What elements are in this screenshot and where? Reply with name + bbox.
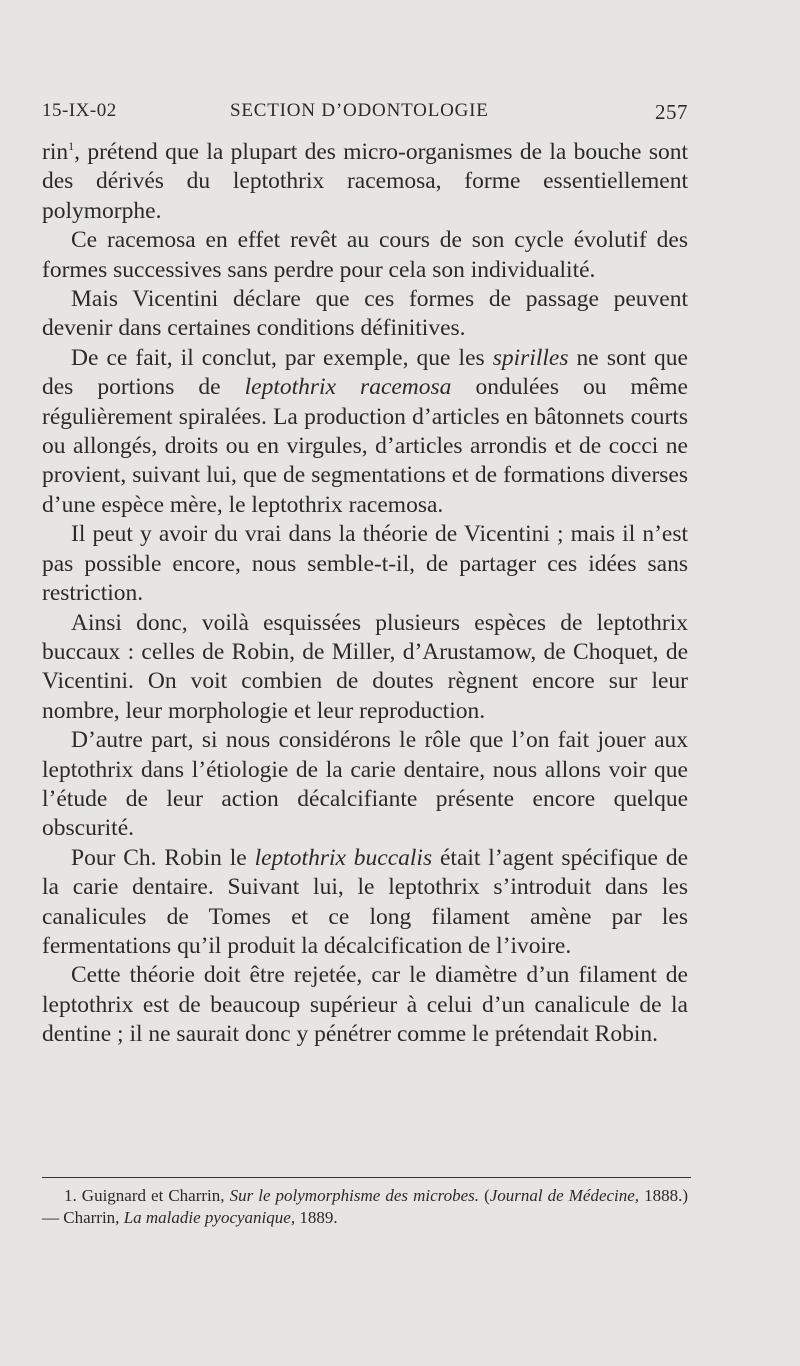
text-run: , prétend que la plupart des micro-organismes de la bouche sont des dérivés du leptothrix racemosa, forme essentiellement polymorphe. <box>42 139 688 224</box>
paragraph-3: Mais Vicentini déclare que ces formes de passage peuvent devenir dans certaines conditions définitives. <box>42 286 688 342</box>
text-run: De ce fait, il conclut, par exemple, que les <box>71 344 493 371</box>
italic-term: spirilles <box>492 344 569 371</box>
header-date: 15-IX-02 <box>42 100 117 121</box>
paragraph-7: D’autre part, si nous considérons le rôle que l’on fait jouer aux leptothrix dans l’étiologie de la carie dentaire, nous allons voir que l’étude de leur action décalcifiante présente encore quelque obscurité. <box>42 727 688 842</box>
text-run: ne sont que des portions de <box>42 344 688 401</box>
italic-term: leptothrix racemosa <box>244 374 452 401</box>
page-number: 257 <box>655 100 688 124</box>
italic-title: Sur le polymorphisme des microbes. <box>229 1186 480 1205</box>
running-header <box>42 100 688 130</box>
footnote-ref: 1 <box>68 139 75 153</box>
body-text <box>42 138 688 1050</box>
paragraph-5: Il peut y avoir du vrai dans la théorie de Vicentini ; mais il n’est pas possible encore, nous semble-t-il, de partager ces idées sans restriction. <box>42 521 688 607</box>
text-run: ondulées ou même régulièrement spiralées. La production d’articles en bâtonnets courts ou allongés, droits ou en virgules, d’articles arrondis et de cocci ne provient, suivant lui, que de segmentations et de formations diverses d’une espèce mère, le leptothrix racemosa. <box>42 374 688 518</box>
text-run: 1. Guignard et Charrin, <box>64 1186 230 1205</box>
text-run: Pour Ch. Robin le <box>71 844 255 871</box>
paragraph-8 <box>42 844 688 962</box>
paragraph-2: Ce racemosa en effet revêt au cours de son cycle évolutif des formes successives sans perdre pour cela son individualité. <box>42 227 688 283</box>
footnote <box>42 1185 688 1229</box>
text-run: 1888.) — Charrin, <box>42 1186 689 1227</box>
italic-title: Journal de Médecine, <box>489 1186 640 1205</box>
text-run: rin <box>42 139 69 165</box>
text-run: 1889. <box>295 1208 338 1227</box>
paragraph-6: Ainsi donc, voilà esquissées plusieurs espèces de leptothrix buccaux : celles de Robin, de Miller, d’Arustamow, de Choquet, de Vicentini. On voit combien de doutes règnent encore sur leur nombre, leur morphologie et leur reproduction. <box>42 609 688 724</box>
header-section-title: SECTION D’ODONTOLOGIE <box>230 100 489 121</box>
italic-term: leptothrix buccalis <box>254 844 433 871</box>
paragraph-4 <box>42 344 688 520</box>
paragraph-1 <box>42 138 688 226</box>
italic-title: La maladie pyocyanique, <box>123 1208 296 1227</box>
text-run: était l’agent spécifique de la carie dentaire. Suivant lui, le leptothrix s’introduit dans les canalicules de Tomes et ce long filament amène par les fermentations qu’il produit la décalcification de l’ivoire. <box>42 844 689 959</box>
footnote-divider <box>42 1177 691 1178</box>
text-run: ( <box>479 1186 490 1205</box>
footnote-1 <box>42 1185 688 1229</box>
paragraph-9: Cette théorie doit être rejetée, car le diamètre d’un filament de leptothrix est de beaucoup supérieur à celui d’un canalicule de la dentine ; il ne saurait donc y pénétrer comme le prétendait Robin. <box>42 962 688 1048</box>
